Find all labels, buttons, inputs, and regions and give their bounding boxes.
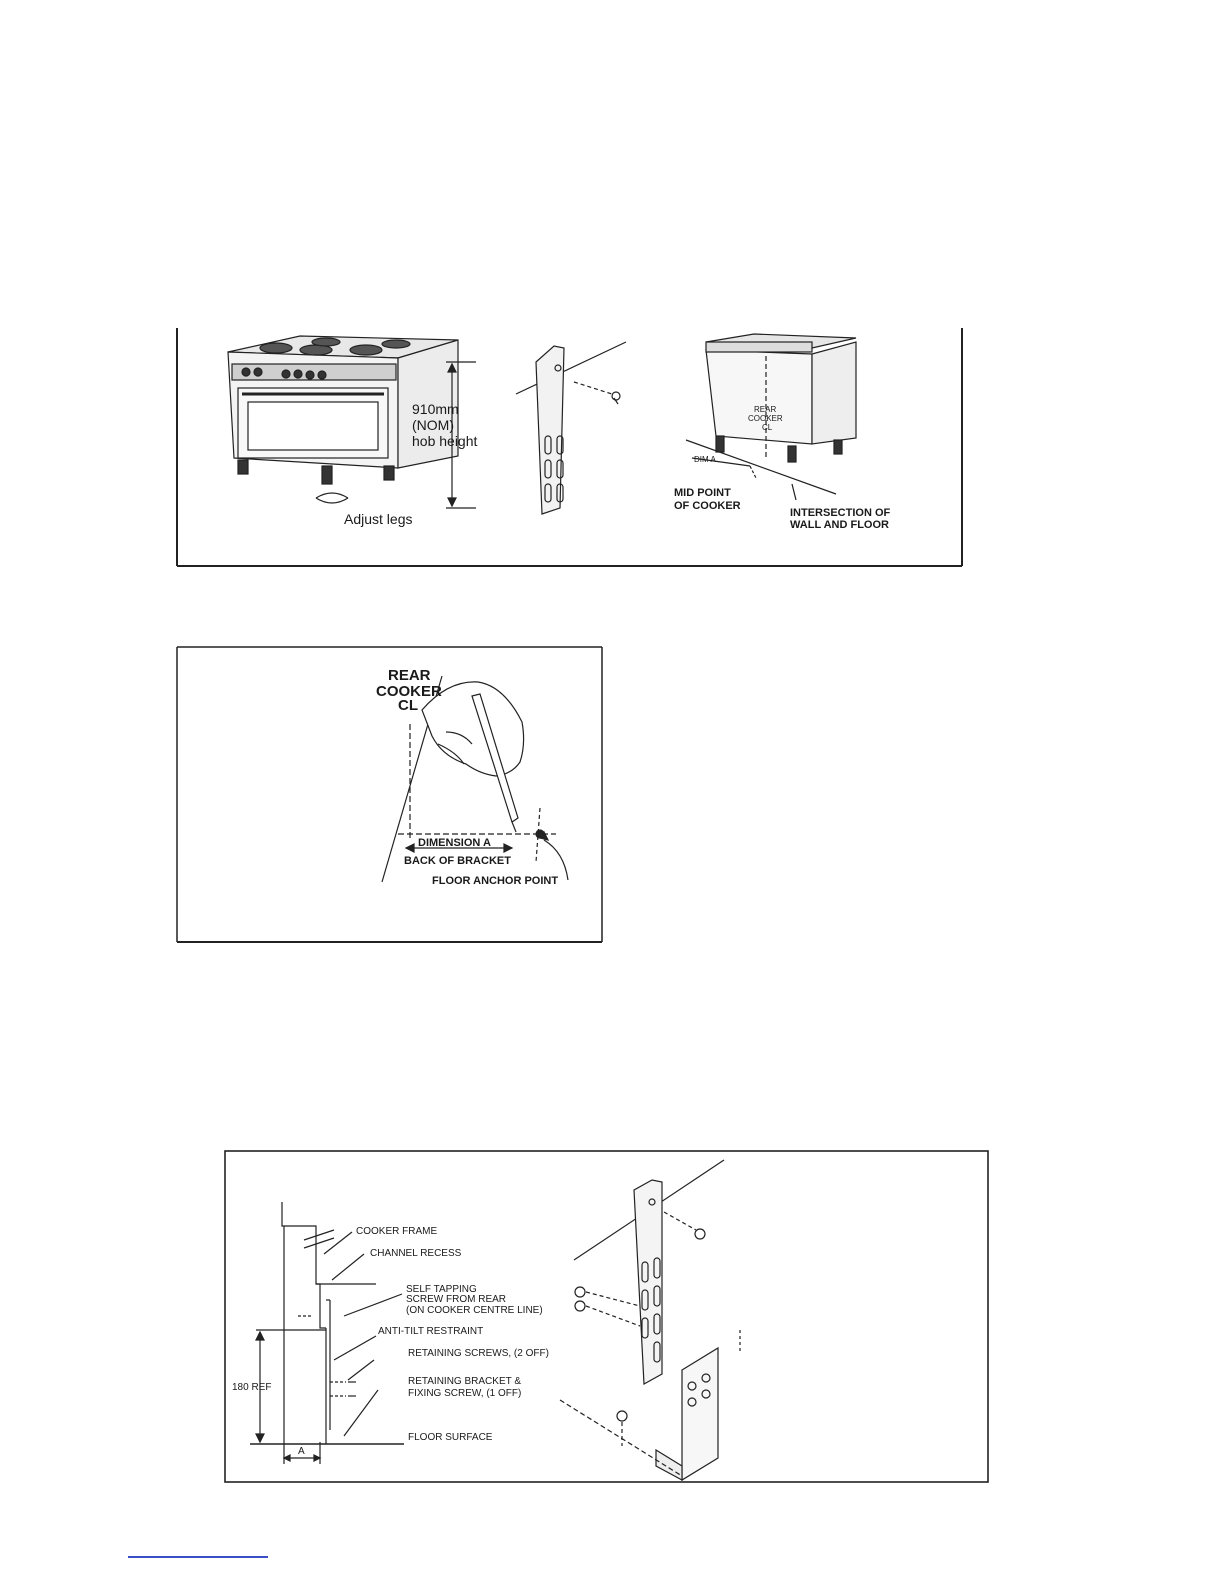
figure-2-panel	[176, 646, 604, 944]
a-dimension-label: A	[298, 1446, 305, 1457]
intersection-label-2: WALL AND FLOOR	[790, 519, 889, 531]
rear-cooker-cl-label-3: CL	[762, 423, 773, 432]
retaining-bracket-label-2: FIXING SCREW, (1 OFF)	[408, 1388, 522, 1399]
ref-dimension-label: 180 REF	[232, 1382, 272, 1393]
self-tapping-label-1: SELF TAPPING	[406, 1284, 477, 1295]
adjust-legs-label: Adjust legs	[344, 511, 413, 527]
retaining-bracket-label-1: RETAINING BRACKET &	[408, 1376, 521, 1387]
dim-a-label: DIM A	[694, 455, 716, 464]
rear-cooker-cl-label-1: REAR	[388, 667, 431, 684]
channel-recess-label: CHANNEL RECESS	[370, 1248, 462, 1259]
intersection-label-1: INTERSECTION OF	[790, 507, 891, 519]
figure-1-panel	[176, 328, 964, 568]
exploded-bracket-illustration	[560, 1160, 740, 1480]
rear-cooker-cl-label-1: REAR	[754, 405, 777, 414]
figure-1-drawing	[176, 328, 964, 568]
wall-bracket-illustration	[516, 342, 626, 514]
hob-height-label-2: (NOM)	[412, 417, 454, 433]
dimension-a-label: DIMENSION A	[418, 837, 491, 849]
rear-cooker-cl-label-3: CL	[398, 697, 418, 714]
floor-surface-label: FLOOR SURFACE	[408, 1432, 493, 1443]
mid-point-label-2: OF COOKER	[674, 500, 741, 512]
rear-cooker-cl-label-2: COOKER	[748, 414, 783, 423]
rear-cooker-cl-label-2: COOKER	[376, 683, 442, 700]
mid-point-label-1: MID POINT	[674, 487, 731, 499]
footer-link-underline	[128, 1556, 268, 1558]
self-tapping-label-3: (ON COOKER CENTRE LINE)	[406, 1305, 543, 1316]
figure-2-drawing	[176, 646, 604, 944]
hand-with-pencil-illustration	[422, 682, 524, 832]
figure-3-panel	[224, 1150, 990, 1484]
retaining-screws-label: RETAINING SCREWS, (2 OFF)	[408, 1348, 549, 1359]
floor-anchor-point-label: FLOOR ANCHOR POINT	[432, 875, 559, 887]
anti-tilt-label: ANTI-TILT RESTRAINT	[378, 1326, 484, 1337]
hob-height-label-1: 910mm	[412, 401, 459, 417]
back-of-bracket-label: BACK OF BRACKET	[404, 855, 511, 867]
hob-height-label-3: hob height	[412, 433, 478, 449]
self-tapping-label-2: SCREW FROM REAR	[406, 1294, 506, 1305]
cooker-frame-label: COOKER FRAME	[356, 1226, 438, 1237]
figure-3-drawing	[224, 1150, 990, 1484]
